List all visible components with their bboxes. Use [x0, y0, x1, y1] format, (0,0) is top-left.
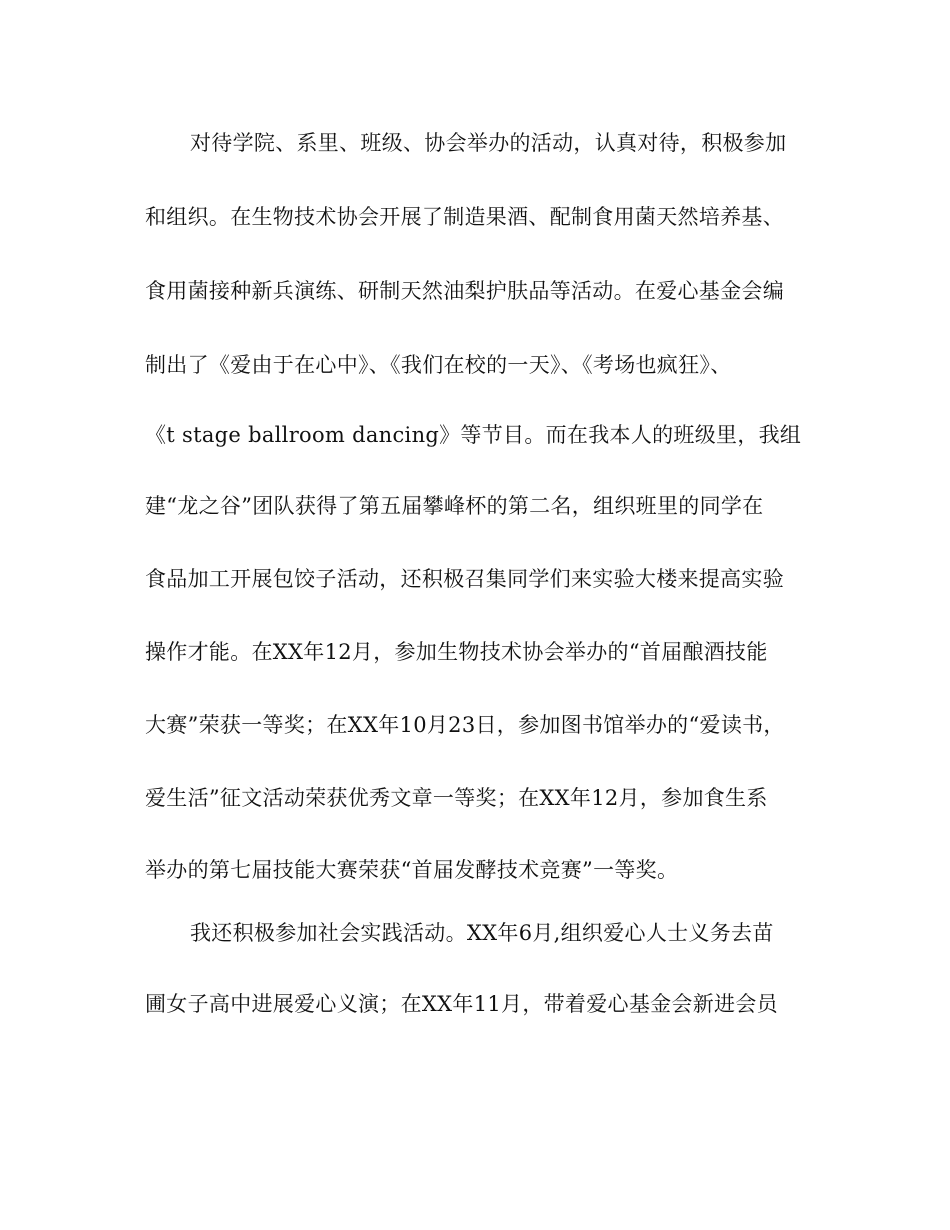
- paragraph-1-line-6: 建“龙之谷”团队获得了第五届攀峰杯的第二名，组织班里的同学在: [145, 494, 764, 518]
- paragraph-2-line-1: 我还积极参加社会实践活动。XX年6月,组织爱心人士义务去苗: [190, 921, 774, 945]
- paragraph-1-line-1: 对待学院、系里、班级、协会举办的活动，认真对待，积极参加: [190, 131, 787, 155]
- paragraph-1-line-9: 大赛”荣获一等奖；在XX年10月23日，参加图书馆举办的“爱读书，: [145, 713, 785, 737]
- paragraph-1-line-4: 制出了《爱由于在心中》、《我们在校的一天》、《考场也疯狂》、: [145, 353, 732, 377]
- paragraph-1-line-5: 《t stage ballroom dancing》等节目。而在我本人的班级里，我组: [145, 423, 802, 447]
- paragraph-1-line-7: 食品加工开展包饺子活动，还积极召集同学们来实验大楼来提高实验: [145, 567, 784, 591]
- paragraph-1-line-3: 食用菌接种新兵演练、研制天然油梨护肤品等活动。在爱心基金会编: [145, 279, 784, 303]
- paragraph-1-line-8: 操作才能。在XX年12月，参加生物技术协会举办的“首届酿酒技能: [145, 640, 768, 664]
- paragraph-1-line-2: 和组织。在生物技术协会开展了制造果酒、配制食用菌天然培养基、: [145, 205, 784, 229]
- paragraph-1-line-11: 举办的第七届技能大赛荣获“首届发酵技术竞赛”一等奖。: [145, 858, 679, 882]
- paragraph-1-line-10: 爱生活”征文活动荣获优秀文章一等奖；在XX年12月，参加食生系: [145, 786, 768, 810]
- paragraph-2-line-2: 圃女子高中进展爱心义演；在XX年11月，带着爱心基金会新进会员: [145, 992, 778, 1016]
